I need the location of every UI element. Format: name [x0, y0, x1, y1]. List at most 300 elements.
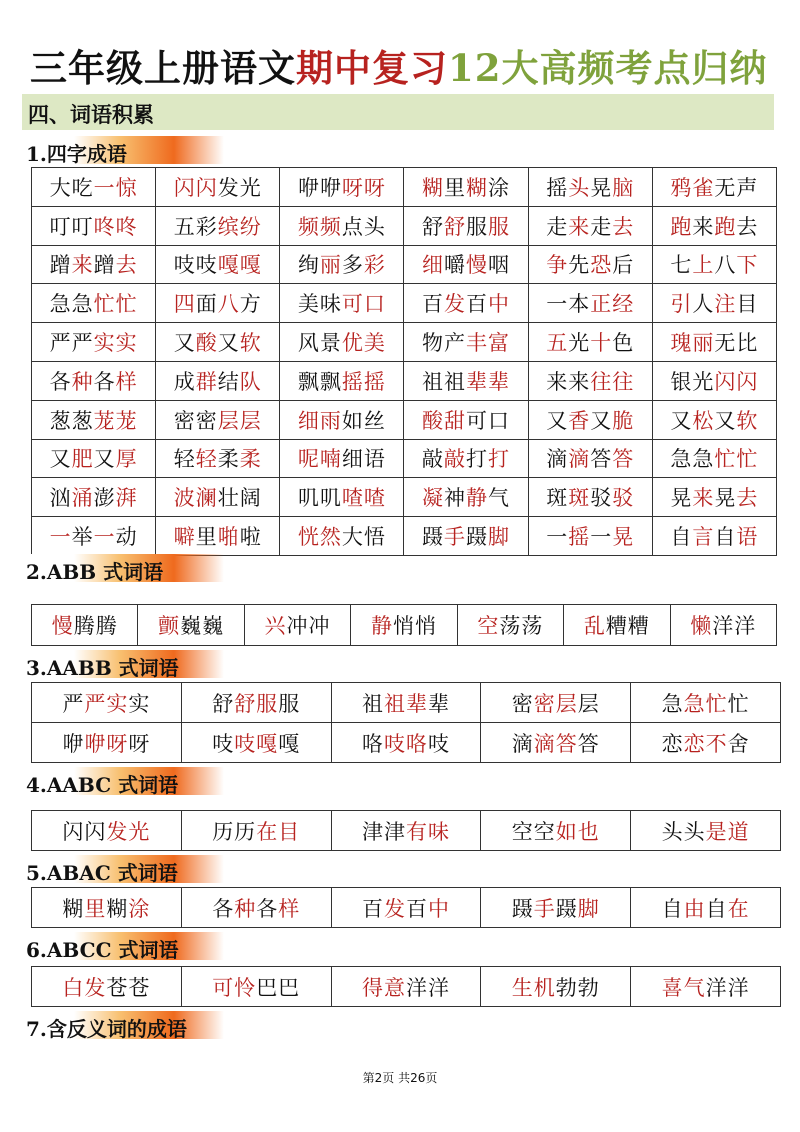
word-segment: 种: [234, 896, 257, 921]
word-segment: 祖辈: [383, 691, 428, 716]
abcc-table: [31, 966, 781, 1007]
word-segment: 结: [217, 369, 240, 394]
word-segment: 蹑: [466, 525, 489, 550]
word-segment: 密密: [173, 408, 218, 433]
word-cell: [280, 168, 404, 207]
table-row: [32, 284, 777, 323]
word-segment: 在: [727, 896, 750, 921]
word-segment: 无声: [714, 175, 759, 200]
subsection-heading: [24, 650, 224, 678]
title-part-3: 12大高频考点归纳: [448, 46, 768, 90]
subsection-label: 3.AABB 式词语: [26, 656, 179, 680]
word-segment: 晃: [714, 486, 737, 511]
word-segment: 一本: [546, 292, 591, 317]
word-segment: 自: [670, 525, 693, 550]
title-part-2: 期中复习: [296, 46, 448, 90]
word-segment: 腾腾: [73, 614, 118, 638]
word-cell: [631, 888, 781, 928]
word-segment: 巴巴: [256, 975, 301, 1000]
word-segment: 神: [444, 486, 467, 511]
word-segment: 历历: [212, 819, 257, 844]
word-segment: 上: [692, 253, 715, 278]
word-segment: 跑: [714, 214, 737, 239]
word-cell: [404, 439, 528, 478]
word-cell: [404, 478, 528, 517]
word-segment: 又: [93, 447, 116, 472]
word-segment: 百: [361, 896, 384, 921]
word-cell: [32, 967, 182, 1007]
table-row: [32, 478, 777, 517]
word-cell: [138, 605, 244, 646]
word-cell: [404, 284, 528, 323]
word-segment: 去: [736, 214, 759, 239]
word-segment: 吱咯: [383, 731, 428, 756]
word-segment: 走: [546, 214, 569, 239]
word-segment: 舒: [422, 214, 445, 239]
word-cell: [404, 323, 528, 362]
word-cell: [181, 967, 331, 1007]
word-segment: 去: [612, 214, 635, 239]
word-cell: [652, 245, 776, 284]
word-segment: 懒: [690, 614, 713, 638]
table-row: [32, 723, 781, 763]
word-segment: 蹑: [511, 896, 534, 921]
table-row: [32, 517, 777, 556]
word-cell: [181, 811, 331, 851]
word-segment: 发光: [217, 175, 262, 200]
word-segment: 可口: [341, 292, 386, 317]
word-cell: [652, 439, 776, 478]
word-segment: 斑: [568, 486, 591, 511]
word-cell: [481, 683, 631, 723]
word-segment: 百: [466, 292, 489, 317]
word-segment: 面: [195, 292, 218, 317]
word-cell: [181, 683, 331, 723]
word-segment: 啪: [217, 525, 240, 550]
word-cell: [32, 605, 138, 646]
word-cell: [652, 400, 776, 439]
word-segment: 呀: [128, 731, 151, 756]
word-segment: 一: [93, 525, 116, 550]
word-segment: 呀呀: [341, 175, 386, 200]
word-segment: 方: [239, 292, 262, 317]
word-segment: 四: [173, 292, 196, 317]
word-cell: [528, 361, 652, 400]
subsection-label: 6.ABCC 式词语: [26, 938, 179, 962]
word-segment: 色: [612, 331, 635, 356]
word-segment: 冲冲: [286, 614, 331, 638]
subsection-label: 1.四字成语: [26, 142, 127, 166]
aabc-table: [31, 810, 781, 851]
word-cell: [280, 517, 404, 556]
word-segment: 由: [683, 896, 706, 921]
word-segment: 频频: [297, 214, 342, 239]
word-cell: [331, 967, 481, 1007]
word-segment: 跑: [670, 214, 693, 239]
word-segment: 言: [692, 525, 715, 550]
word-segment: 服: [488, 214, 511, 239]
word-segment: 中: [427, 896, 450, 921]
word-cell: [652, 206, 776, 245]
word-segment: 闪闪: [62, 819, 107, 844]
word-segment: 目: [736, 292, 759, 317]
word-cell: [404, 206, 528, 245]
word-segment: 来: [71, 253, 94, 278]
word-segment: 瑰丽: [670, 331, 715, 356]
word-segment: 厚: [115, 447, 138, 472]
word-segment: 轻: [173, 447, 196, 472]
word-segment: 吱吱: [173, 253, 218, 278]
word-segment: 驳: [612, 486, 635, 511]
word-segment: 糊: [106, 896, 129, 921]
word-segment: 队: [239, 369, 262, 394]
word-segment: 糊: [466, 175, 489, 200]
word-segment: 轻: [195, 447, 218, 472]
word-segment: 先: [568, 253, 591, 278]
word-cell: [244, 605, 350, 646]
word-segment: 答: [612, 447, 635, 472]
word-cell: [32, 323, 156, 362]
word-segment: 各: [93, 369, 116, 394]
word-segment: 往往: [590, 369, 635, 394]
word-segment: 叮叮: [49, 214, 94, 239]
word-cell: [528, 323, 652, 362]
title-part-1: 三年级上册语文: [30, 46, 296, 90]
word-segment: 滴: [568, 447, 591, 472]
word-segment: 来: [568, 214, 591, 239]
word-segment: 吱: [427, 731, 450, 756]
word-segment: 恍然: [297, 525, 342, 550]
word-segment: 种: [71, 369, 94, 394]
section-title: 四、词语积累: [28, 102, 154, 127]
word-cell: [32, 888, 182, 928]
word-cell: [652, 168, 776, 207]
page-number: 第2页 共26页: [362, 1071, 438, 1085]
word-segment: 晃: [612, 525, 635, 550]
word-segment: 滴: [546, 447, 569, 472]
word-cell: [404, 400, 528, 439]
word-cell: [156, 478, 280, 517]
word-segment: 舒服: [234, 691, 279, 716]
word-segment: 软: [239, 331, 262, 356]
word-segment: 正经: [590, 292, 635, 317]
word-segment: 去: [115, 253, 138, 278]
word-segment: 壮阔: [217, 486, 262, 511]
idioms-table: [31, 167, 777, 556]
word-cell: [670, 605, 776, 646]
section-header: [22, 94, 774, 130]
word-segment: 驳: [590, 486, 613, 511]
table-row: [32, 361, 777, 400]
word-segment: 来来: [546, 369, 591, 394]
word-segment: 蹑: [422, 525, 445, 550]
word-segment: 缤纷: [217, 214, 262, 239]
word-cell: [280, 478, 404, 517]
word-segment: 洋洋: [712, 614, 757, 638]
word-segment: 严: [62, 691, 85, 716]
word-segment: 一: [546, 525, 569, 550]
word-segment: 在目: [256, 819, 301, 844]
word-segment: 忙忙: [93, 292, 138, 317]
word-segment: 光: [568, 331, 591, 356]
word-segment: 手: [444, 525, 467, 550]
word-segment: 舍: [727, 731, 750, 756]
word-segment: 波澜: [173, 486, 218, 511]
word-cell: [32, 478, 156, 517]
word-segment: 严实: [84, 691, 129, 716]
word-segment: 脆: [612, 408, 635, 433]
word-segment: 闪闪: [714, 369, 759, 394]
word-segment: 咚咚: [93, 214, 138, 239]
word-segment: 蹭: [49, 253, 72, 278]
word-segment: 津津: [361, 819, 406, 844]
word-cell: [652, 284, 776, 323]
word-cell: [631, 811, 781, 851]
word-segment: 凝: [422, 486, 445, 511]
word-cell: [156, 284, 280, 323]
word-segment: 中: [488, 292, 511, 317]
word-cell: [32, 400, 156, 439]
table-row: [32, 967, 781, 1007]
word-segment: 举: [71, 525, 94, 550]
word-segment: 丽: [319, 253, 342, 278]
word-segment: 一: [590, 525, 613, 550]
word-segment: 里: [84, 896, 107, 921]
word-segment: 啦: [239, 525, 262, 550]
word-segment: 荡荡: [499, 614, 544, 638]
word-segment: 祖祖: [422, 369, 467, 394]
word-cell: [481, 888, 631, 928]
word-cell: [32, 439, 156, 478]
word-cell: [156, 439, 280, 478]
word-cell: [280, 361, 404, 400]
word-segment: 自: [661, 896, 684, 921]
word-segment: 敲: [444, 447, 467, 472]
word-segment: 白发: [62, 975, 107, 1000]
word-segment: 服: [466, 214, 489, 239]
word-segment: 自: [714, 525, 737, 550]
word-segment: 层层: [217, 408, 262, 433]
subsection-label: 5.ABAC 式词语: [26, 861, 178, 885]
word-segment: 酸甜: [422, 408, 467, 433]
word-segment: 恋: [661, 731, 684, 756]
word-segment: 忙忙: [714, 447, 759, 472]
word-segment: 彩: [363, 253, 386, 278]
word-segment: 引: [670, 292, 693, 317]
word-segment: 摇摇: [341, 369, 386, 394]
word-segment: 鸦雀: [670, 175, 715, 200]
word-segment: 又: [173, 331, 196, 356]
word-segment: 嘎: [278, 731, 301, 756]
word-segment: 争: [546, 253, 569, 278]
word-cell: [528, 517, 652, 556]
word-cell: [564, 605, 670, 646]
word-segment: 答: [590, 447, 613, 472]
word-segment: 无比: [714, 331, 759, 356]
word-segment: 七: [670, 253, 693, 278]
word-segment: 点头: [341, 214, 386, 239]
word-segment: 忙: [727, 691, 750, 716]
word-segment: 后: [612, 253, 635, 278]
word-segment: 美味: [297, 292, 342, 317]
word-segment: 晃: [670, 486, 693, 511]
table-row: [32, 811, 781, 851]
word-segment: 咿: [62, 731, 85, 756]
word-segment: 静: [370, 614, 393, 638]
word-segment: 下: [736, 253, 759, 278]
word-segment: 各: [212, 896, 235, 921]
word-segment: 嚼: [444, 253, 467, 278]
word-cell: [156, 517, 280, 556]
word-segment: 恋不: [683, 731, 728, 756]
word-segment: 又: [590, 408, 613, 433]
word-segment: 喳喳: [341, 486, 386, 511]
word-cell: [280, 245, 404, 284]
word-cell: [331, 888, 481, 928]
word-segment: 层: [577, 691, 600, 716]
word-cell: [631, 967, 781, 1007]
word-cell: [32, 361, 156, 400]
table-row: [32, 206, 777, 245]
word-segment: 勃勃: [555, 975, 600, 1000]
word-segment: 糊: [62, 896, 85, 921]
word-segment: 一: [49, 525, 72, 550]
word-cell: [528, 284, 652, 323]
word-segment: 祖: [361, 691, 384, 716]
abac-table: [31, 887, 781, 928]
word-segment: 实实: [93, 331, 138, 356]
subsection-heading: [24, 136, 224, 164]
word-segment: 优美: [341, 331, 386, 356]
word-segment: 百: [422, 292, 445, 317]
word-segment: 涂: [128, 896, 151, 921]
word-cell: [156, 245, 280, 284]
word-segment: 成: [173, 369, 196, 394]
word-segment: 咯: [361, 731, 384, 756]
word-segment: 涌: [71, 486, 94, 511]
word-segment: 葱葱: [49, 408, 94, 433]
subsection-heading: [24, 554, 224, 582]
word-segment: 严严: [49, 331, 94, 356]
word-segment: 来: [692, 486, 715, 511]
word-cell: [32, 168, 156, 207]
word-segment: 实: [128, 691, 151, 716]
word-cell: [351, 605, 457, 646]
table-row: [32, 888, 781, 928]
word-segment: 细雨: [297, 408, 342, 433]
word-cell: [652, 478, 776, 517]
word-segment: 咿咿: [297, 175, 342, 200]
word-segment: 摇: [568, 525, 591, 550]
word-segment: 发光: [106, 819, 151, 844]
word-segment: 叽叽: [297, 486, 342, 511]
word-cell: [631, 723, 781, 763]
word-segment: 又: [670, 408, 693, 433]
word-cell: [457, 605, 563, 646]
word-segment: 酸: [195, 331, 218, 356]
table-row: [32, 400, 777, 439]
word-cell: [331, 683, 481, 723]
word-segment: 蹭: [93, 253, 116, 278]
word-segment: 头头: [661, 819, 706, 844]
word-segment: 急忙: [683, 691, 728, 716]
word-cell: [652, 361, 776, 400]
subsection-heading: [24, 855, 224, 883]
word-segment: 样: [115, 369, 138, 394]
word-segment: 涂: [488, 175, 511, 200]
word-segment: 松: [692, 408, 715, 433]
subsection-label: 2.ABB 式词语: [26, 560, 164, 584]
word-segment: 吱嘎: [234, 731, 279, 756]
word-cell: [181, 723, 331, 763]
word-segment: 各: [256, 896, 279, 921]
page-title: [30, 38, 768, 92]
word-segment: 样: [278, 896, 301, 921]
word-cell: [404, 168, 528, 207]
word-segment: 百: [405, 896, 428, 921]
word-segment: 发: [383, 896, 406, 921]
word-segment: 噼: [173, 525, 196, 550]
word-segment: 有味: [405, 819, 450, 844]
word-segment: 服: [278, 691, 301, 716]
word-cell: [32, 811, 182, 851]
table-row: [32, 683, 781, 723]
word-segment: 蹑: [555, 896, 578, 921]
word-segment: 脚: [577, 896, 600, 921]
table-row: [32, 168, 777, 207]
word-segment: 一惊: [93, 175, 138, 200]
word-segment: 喜气: [661, 975, 706, 1000]
word-segment: 空空: [511, 819, 556, 844]
word-segment: 细: [422, 253, 445, 278]
word-cell: [528, 206, 652, 245]
word-segment: 五: [546, 331, 569, 356]
word-segment: 脚: [488, 525, 511, 550]
word-cell: [404, 517, 528, 556]
word-segment: 如也: [555, 819, 600, 844]
word-cell: [331, 723, 481, 763]
word-segment: 滴: [511, 731, 534, 756]
table-row: [32, 439, 777, 478]
word-segment: 大吃: [49, 175, 94, 200]
word-segment: 群: [195, 369, 218, 394]
word-segment: 悄悄: [392, 614, 437, 638]
word-segment: 滴答: [533, 731, 578, 756]
word-segment: 生机: [511, 975, 556, 1000]
subsection-label: 4.AABC 式词语: [26, 773, 179, 797]
table-row: [32, 323, 777, 362]
word-cell: [652, 323, 776, 362]
word-segment: 舒: [212, 691, 235, 716]
word-segment: 密层: [533, 691, 578, 716]
word-segment: 密: [511, 691, 534, 716]
word-segment: 来: [692, 214, 715, 239]
word-cell: [528, 245, 652, 284]
word-segment: 去: [736, 486, 759, 511]
word-cell: [404, 361, 528, 400]
word-cell: [156, 168, 280, 207]
word-segment: 发: [444, 292, 467, 317]
word-segment: 辈辈: [466, 369, 511, 394]
word-segment: 苍苍: [106, 975, 151, 1000]
aabb-table: [31, 682, 781, 763]
word-segment: 汹: [49, 486, 72, 511]
word-segment: 可怜: [212, 975, 257, 1000]
word-segment: 打: [466, 447, 489, 472]
word-segment: 香: [568, 408, 591, 433]
word-segment: 又: [546, 408, 569, 433]
word-cell: [280, 439, 404, 478]
